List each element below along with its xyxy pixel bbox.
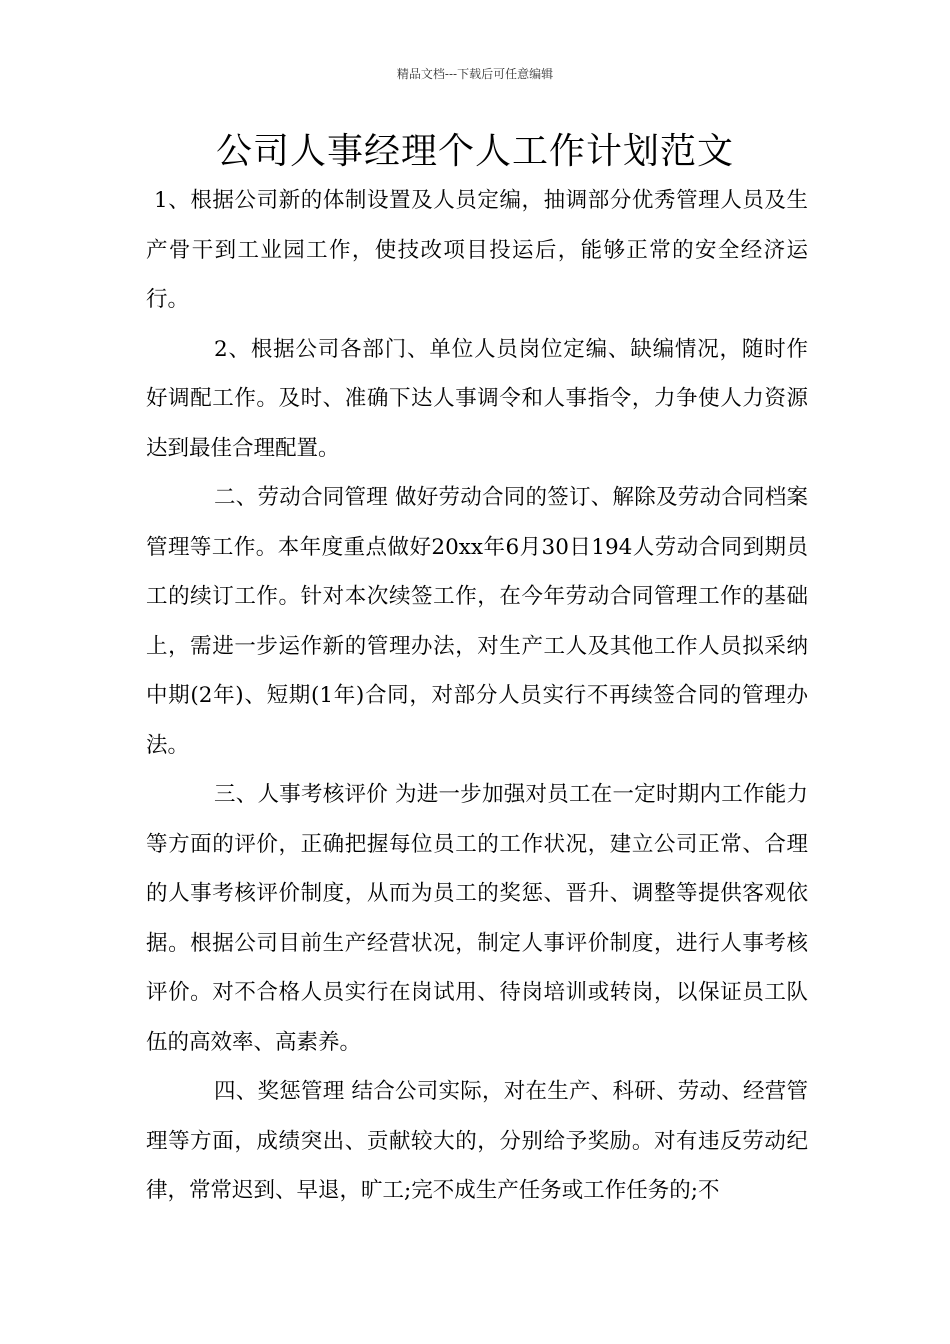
header-note: 精品文档---下载后可任意编辑 [396, 67, 554, 81]
paragraph-3: 二、劳动合同管理 做好劳动合同的签订、解除及劳动合同档案管理等工作。本年度重点做好20xx年6月30日194人劳动合同到期员工的续订工作。针对本次续签工作，在今年劳动合同管理工作的基础上，需进一步运作新的管理办法，对生产工人及其他工作人员拟采纳中期(2年)、短期(1年)合同，对部分人员实行不再续签合同的管理办法。 [146, 485, 808, 758]
paragraph-2: 2、根据公司各部门、单位人员岗位定编、缺编情况，随时作好调配工作。及时、准确下达人事调令和人事指令，力争使人力资源达到最佳合理配置。 [146, 336, 808, 461]
paragraph-4: 三、人事考核评价 为进一步加强对员工在一定时期内工作能力等方面的评价，正确把握每位员工的工作状况，建立公司正常、合理的人事考核评价制度，从而为员工的奖惩、晋升、调整等提供客观依据。根据公司目前生产经营状况，制定人事评价制度，进行人事考核评价。对不合格人员实行在岗试用、待岗培训或转岗，以保证员工队伍的高效率、高素养。 [146, 782, 808, 1055]
paragraph-1: 1、根据公司新的体制设置及人员定编，抽调部分优秀管理人员及生产骨干到工业园工作，使技改项目投运后，能够正常的安全经济运行。 [146, 188, 808, 312]
document-title: 公司人事经理个人工作计划范文 [215, 131, 734, 172]
document-body [146, 176, 808, 1216]
paragraph-5: 四、奖惩管理 结合公司实际，对在生产、科研、劳动、经营管理等方面，成绩突出、贡献较大的，分别给予奖励。对有违反劳动纪律，常常迟到、早退，旷工;完不成生产任务或工作任务的;不 [146, 1079, 808, 1203]
